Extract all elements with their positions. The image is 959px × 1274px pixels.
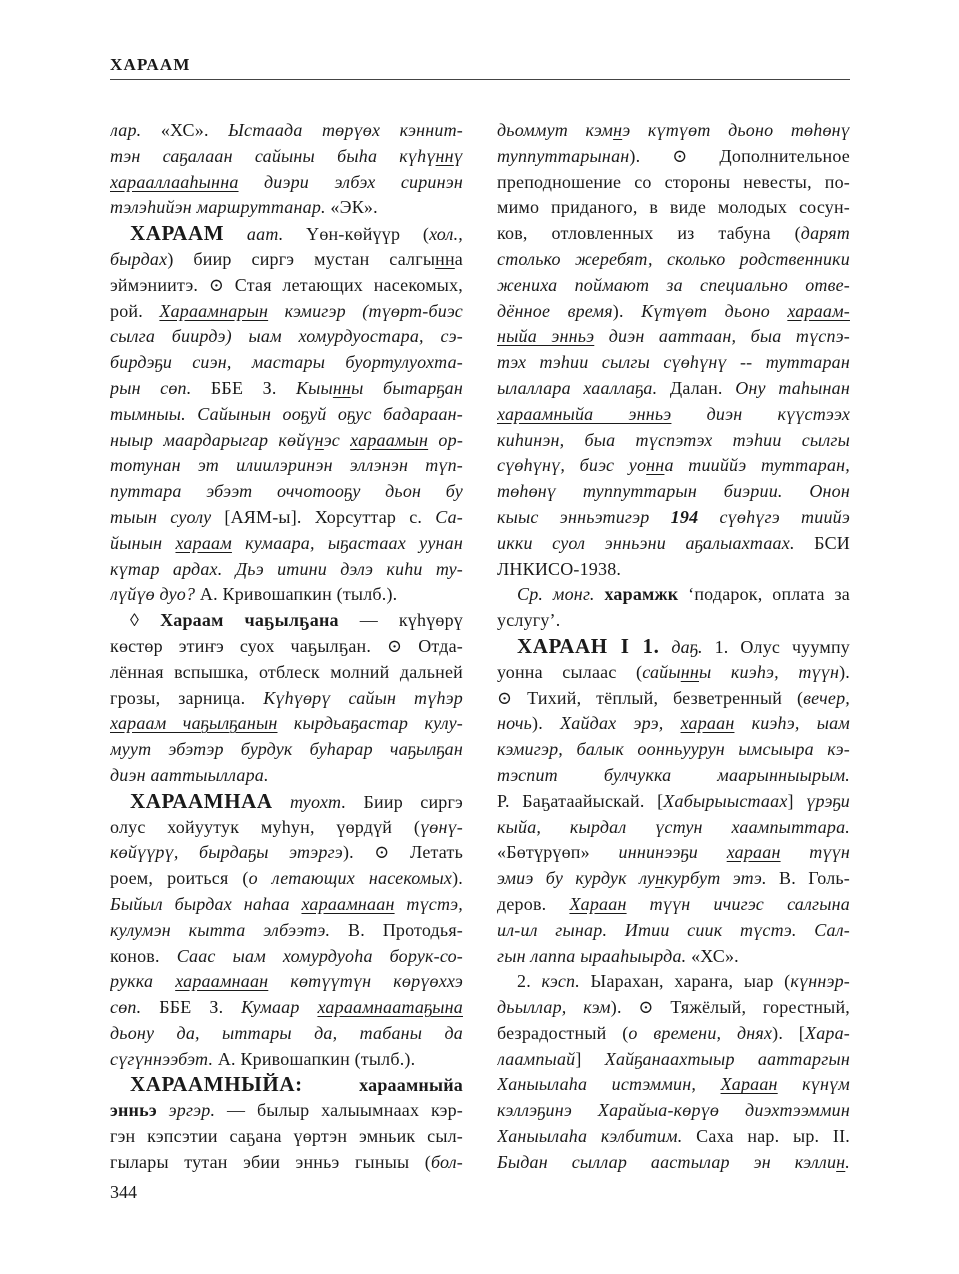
text-run: путтара эбээт оччотооҕу дьон бу <box>110 481 463 502</box>
text-run: харамжк <box>604 584 679 605</box>
text-run: Саас ыам хомурдуоһа борук-со- <box>176 945 463 966</box>
text-line <box>497 866 850 892</box>
text-run: хараам- <box>787 300 850 321</box>
text-run: дьоммут кэм <box>497 120 614 140</box>
text-run: деров. <box>497 893 570 914</box>
text-run: дьыллар, кэм <box>497 997 611 1018</box>
text-line <box>110 660 463 686</box>
text-run: түүн <box>780 842 850 863</box>
text-line <box>497 918 850 944</box>
text-run: [АЯМ-ы]. Хорсуттар с. <box>224 506 436 527</box>
text-line <box>110 1150 463 1176</box>
text-run: роем, роиться ( <box>110 868 249 889</box>
text-run: кэллэҕинэ Харайыа-көрүө диэхтээммин <box>497 1100 850 1121</box>
text-run: о времени, днях <box>628 1022 773 1043</box>
text-run: Р. Баҕатаайыскай. [ <box>497 790 664 811</box>
text-line <box>110 376 463 402</box>
text-line <box>497 350 850 376</box>
text-line <box>497 763 850 789</box>
headword: ХАРААМНАА <box>130 788 273 813</box>
text-run: тотунан эт илиилэринэн эллэнэн түп- <box>110 455 463 476</box>
text-run: н <box>836 1151 846 1172</box>
right-column <box>497 118 850 1176</box>
text-run: Хабырыыстаах <box>663 790 788 811</box>
text-line <box>497 686 850 712</box>
text-line <box>110 918 463 944</box>
text-line <box>497 1124 850 1150</box>
text-line <box>110 582 463 608</box>
text-line <box>110 557 463 583</box>
text-run: даҕ. <box>659 636 703 657</box>
text-run: вечер, <box>803 687 850 708</box>
text-line <box>497 660 850 686</box>
text-run: Ханыылаһа истэммин, <box>497 1074 721 1095</box>
text-line <box>497 195 850 221</box>
text-line <box>110 711 463 737</box>
text-run: «ХС». <box>160 120 229 140</box>
text-run: Хара- <box>805 1022 850 1043</box>
text-run: сүөһүнү, биэс уо <box>497 455 647 476</box>
text-run: кэмигэр (түөрт-биэс <box>268 300 463 321</box>
text-run: эс <box>323 429 351 450</box>
text-run: кыыс энньэтигэр <box>497 506 671 527</box>
text-run: бол- <box>430 1151 463 1172</box>
text-run: үрэҕи <box>806 790 850 811</box>
text-line <box>110 737 463 763</box>
left-column <box>110 118 463 1176</box>
text-line <box>110 608 463 634</box>
text-line <box>497 273 850 299</box>
text-line <box>110 840 463 866</box>
text-line <box>110 453 463 479</box>
text-run: түстэ, <box>394 893 463 914</box>
text-line <box>497 815 850 841</box>
text-run: рын сөп. <box>110 377 211 398</box>
text-run: мимо приданого, в виде молодых сосун- <box>497 197 850 218</box>
text-line <box>497 892 850 918</box>
text-run: ). ⊙ Дополнительное <box>629 145 850 166</box>
text-line <box>497 324 850 350</box>
text-line <box>497 402 850 428</box>
text-run: 194 <box>670 506 699 527</box>
text-line <box>110 402 463 428</box>
text-run: төһөнү туппуттарын биэрии. Онон <box>497 481 850 502</box>
text-run: Ону таһынан <box>735 377 850 398</box>
text-run: көйүүрү, бырдаҕы этэргэ <box>110 842 343 863</box>
text-line <box>497 144 850 170</box>
text-run: хол., <box>429 224 463 245</box>
text-run: кулумэн кытта элбээтэ. <box>110 919 349 940</box>
text-run: жениха поймают за специально отве- <box>497 274 850 295</box>
running-head: ХАРААМ <box>110 55 191 74</box>
text-run: Ханыылаһа кэлбитим. <box>497 1126 697 1147</box>
text-run: нн <box>435 248 455 269</box>
text-run: ). [ <box>772 1022 805 1043</box>
text-line <box>497 247 850 273</box>
headword: ХАРААМ <box>130 221 225 246</box>
text-line <box>110 144 463 170</box>
text-line <box>110 273 463 299</box>
text-run: н <box>314 429 324 450</box>
text-line <box>110 350 463 376</box>
text-run: ББЕ З. <box>159 997 242 1018</box>
text-run: Хайҕанаахтыыр ааттаргын <box>604 1048 850 1069</box>
text-run: Быдан сыллар аастылар эн кэлли <box>497 1151 837 1172</box>
text-run: йынын <box>110 532 176 553</box>
text-run: хараамнаан <box>175 971 269 992</box>
text-line <box>110 221 463 247</box>
text-run: а <box>454 248 463 269</box>
text-run: хараам чаҕылҕанын <box>110 713 278 734</box>
headword: ХАРААМНЫЙА: <box>130 1072 303 1097</box>
text-run: Ср. монг. <box>517 584 605 605</box>
text-run: кыйа, кырдал үстун хаампыттара. <box>497 816 850 837</box>
text-line <box>110 866 463 892</box>
text-run: ). ⊙ Тяжёлый, горестный, <box>610 997 850 1018</box>
text-run: услугу’. <box>497 610 561 631</box>
text-run: ы киэһэ, түүн <box>699 661 840 682</box>
text-run: тэх тэһии сылгы сүөһүнү -- туттаран <box>497 352 850 373</box>
text-run: э күтүөт дьоно төһөнү <box>622 120 850 140</box>
text-line <box>110 815 463 841</box>
text-run: ылаллара хааллаҕа. <box>497 377 670 398</box>
text-run: н <box>655 868 665 889</box>
text-run: ) биир сиргэ мустан салгы <box>167 248 436 269</box>
text-run: ЛНКИСО-1938. <box>497 558 622 579</box>
text-run: — күһүөрү <box>338 610 463 631</box>
text-run: олус хойуутук муһун, үөрдүй ( <box>110 816 421 837</box>
text-run: ночь <box>497 713 533 734</box>
text-run: түүн ичигэс салгына <box>626 893 850 914</box>
text-run: кэсп. <box>541 971 580 992</box>
text-run: о летающих насекомых <box>248 868 453 889</box>
text-line <box>497 840 850 866</box>
text-run: ] <box>575 1048 605 1069</box>
text-line <box>110 763 463 789</box>
text-run: тымныы. Сайынын ооҕуй оҕус бадараан- <box>110 403 463 424</box>
text-run: рукка <box>110 971 176 992</box>
text-run: хараамныйа <box>302 1075 463 1096</box>
text-run: В. Голь- <box>778 868 850 889</box>
text-run: нн <box>435 145 454 166</box>
text-line <box>110 299 463 325</box>
text-line <box>497 557 850 583</box>
text-run: Ыарахан, хараҥа, ыар ( <box>579 971 791 992</box>
text-run: нн <box>646 455 665 476</box>
text-run: сөп. <box>110 997 160 1018</box>
text-line <box>110 686 463 712</box>
text-run: киһинэн, быа түспэтэх тэһии сылгы <box>497 429 850 450</box>
text-run: хараамын <box>350 429 429 450</box>
text-run: хараам <box>175 532 232 553</box>
text-run: сүөһүгэ тиийэ <box>698 506 850 527</box>
text-run: ил-ил гынар. Итии сиик түстэ. Сал- <box>497 919 850 940</box>
text-line <box>497 118 850 144</box>
text-run: Хараам чаҕылҕана <box>160 610 339 631</box>
text-line <box>110 118 463 144</box>
text-line <box>497 505 850 531</box>
text-run: дённое время <box>497 300 613 321</box>
text-run: лённая вспышка, отблеск молний дальней <box>110 661 463 682</box>
text-line <box>497 1072 850 1098</box>
text-run: иннинээҕи <box>589 842 727 863</box>
text-run: бырдах <box>110 248 168 269</box>
text-line <box>110 428 463 454</box>
text-run: диэн күүстээх <box>671 403 850 424</box>
text-line <box>110 969 463 995</box>
text-run: 1. Олус чуумпу <box>702 636 850 657</box>
text-run: дарят <box>800 223 850 244</box>
text-run: туохт. <box>272 791 364 812</box>
text-run: тэспит булчукка маарынныырым. <box>497 764 850 785</box>
text-line <box>110 324 463 350</box>
text-line <box>497 170 850 196</box>
text-run: көстөр этиҥэ суох чаҕылҕан. ⊙ Отда- <box>110 635 463 656</box>
text-run: н <box>613 120 623 140</box>
text-run: муут эбэтэр бурдук буһарар чаҕылҕан <box>110 739 463 760</box>
text-line <box>110 995 463 1021</box>
text-run: Үөн-көйүүр ( <box>306 224 430 245</box>
text-run: күннэр- <box>790 971 850 992</box>
text-line <box>497 944 850 970</box>
text-line <box>110 195 463 221</box>
headword: ХАРААН I 1. <box>517 633 660 658</box>
text-run: «ЭК». <box>330 197 378 218</box>
text-run: ◊ <box>130 610 161 631</box>
text-run: нн <box>332 377 352 398</box>
text-run: икки суол энньэни аҕалыахтаах. <box>497 532 815 553</box>
text-line <box>110 1021 463 1047</box>
text-line <box>497 479 850 505</box>
text-run: туппуттарынан <box>497 145 630 166</box>
text-run: гылары тутан эбии энньэ гыныы ( <box>110 1151 431 1172</box>
text-run: ). <box>839 661 850 682</box>
text-run: күтар ардах. Дьэ итини дэлэ киһи ту- <box>110 558 463 579</box>
text-run: 2. <box>517 971 542 992</box>
text-run: лар. <box>110 120 161 140</box>
text-run: аат. <box>224 224 307 245</box>
text-run: кумаара, ыҕастаах уунан <box>231 532 463 553</box>
text-run: хараан <box>726 842 781 863</box>
text-run: тыын суолу <box>110 506 225 527</box>
text-run: Саха нар. ыр. II. <box>696 1126 850 1147</box>
text-run: рой. <box>110 300 160 321</box>
text-line <box>110 789 463 815</box>
text-run: В. Протодья- <box>348 919 463 940</box>
text-run: ныыр маардарыгар көйү <box>110 429 315 450</box>
text-line <box>110 1098 463 1124</box>
text-line <box>110 944 463 970</box>
text-run: конов. <box>110 945 177 966</box>
text-run: А. Кривошапкин (тылб.). <box>217 1048 416 1069</box>
text-run: гын лаппа ырааһыырда. <box>497 945 692 966</box>
page-number: 344 <box>110 1182 137 1202</box>
text-run: хараамнаатаҕына <box>317 997 463 1018</box>
text-run: харааллааһынна <box>110 171 239 192</box>
text-run: энньэ <box>110 1100 157 1121</box>
text-run: ⊙ Тихий, тёплый, безветренный ( <box>497 687 804 708</box>
text-run: курбут этэ. <box>664 868 779 889</box>
text-run: тэн саҕалаан сайыны быһа күһү <box>110 145 436 166</box>
text-run: диэри элбэх сиринэн <box>238 171 463 192</box>
text-run: хараамнаан <box>301 893 395 914</box>
text-run: диэн ааттаан, быа түспэ- <box>594 326 850 347</box>
text-line <box>497 608 850 634</box>
text-line <box>110 634 463 660</box>
text-run: ). <box>612 300 642 321</box>
text-run: лаампыай <box>497 1048 576 1069</box>
text-run: эмиэ бу курдук лу <box>497 868 656 889</box>
text-run: ББЕ З. <box>210 377 296 398</box>
text-run: Са- <box>435 506 463 527</box>
text-run: столько жеребят, сколько родственники <box>497 248 850 269</box>
text-run: ). <box>452 868 463 889</box>
text-line <box>497 711 850 737</box>
text-line <box>497 634 850 660</box>
text-line <box>497 428 850 454</box>
text-line <box>110 1072 463 1098</box>
text-run: — былыр халыымнаах кэр- <box>215 1100 463 1121</box>
text-line <box>110 247 463 273</box>
text-run: уонна сылаас ( <box>497 661 643 682</box>
text-run: сылга биирдэ) ыам хомурдуостара, сэ- <box>110 326 463 347</box>
text-run: диэн ааттыыллара. <box>110 764 269 785</box>
text-run: Биир сиргэ <box>363 791 463 812</box>
text-run: Ыстаада төрүөх кэннит- <box>228 120 463 140</box>
text-run: Хараамнарын <box>159 300 269 321</box>
text-run: БСИ <box>814 532 850 553</box>
text-run: хараан <box>680 713 735 734</box>
text-run: ныйа энньэ <box>497 326 595 347</box>
text-line <box>497 453 850 479</box>
text-line <box>497 376 850 402</box>
text-run: күнүм <box>777 1074 850 1095</box>
text-run: хараамныйа энньэ <box>497 403 672 424</box>
text-run: кырдьаҕастар кулу- <box>277 713 463 734</box>
text-run: ‘подарок, оплата за <box>678 584 850 605</box>
text-line <box>497 969 850 995</box>
text-line <box>497 221 850 247</box>
text-run: Хараан <box>720 1074 778 1095</box>
text-run: ков, отловленных из табуна ( <box>497 223 801 244</box>
header-rule <box>110 79 850 80</box>
text-run: ү <box>453 145 463 166</box>
text-line <box>110 531 463 557</box>
text-line <box>110 170 463 196</box>
text-run: киэһэ, ыам <box>734 713 850 734</box>
text-run: а тииййэ туттаран, <box>664 455 850 476</box>
text-line <box>497 531 850 557</box>
text-run: ). <box>532 713 561 734</box>
text-line <box>497 995 850 1021</box>
text-run: эргэр. <box>156 1100 216 1121</box>
text-run: А. Кривошапкин (тылб.). <box>199 584 398 605</box>
text-run: ] <box>787 790 807 811</box>
text-run: безрадостный ( <box>497 1022 629 1043</box>
text-run: сүгүннээбэт. <box>110 1048 218 1069</box>
text-run: «ХС». <box>691 945 739 966</box>
text-run: грозы, зарница. <box>110 687 264 708</box>
text-run: эймэниитэ. ⊙ Стая летающих насекомых, <box>110 274 463 295</box>
text-run: сайы <box>642 661 681 682</box>
text-line <box>497 789 850 815</box>
text-run: . <box>845 1151 850 1172</box>
text-run: Хайдах эрэ, <box>560 713 681 734</box>
text-line <box>110 1124 463 1150</box>
text-line <box>497 299 850 325</box>
text-run: Күһүөрү сайын түһэр <box>263 687 463 708</box>
text-run: ). ⊙ Летать <box>342 842 463 863</box>
text-line <box>497 1150 850 1176</box>
text-run: тэлэһийэн маршруттанар. <box>110 197 331 218</box>
text-run: кэмигэр, балык оонньуурун ымсыыра кэ- <box>497 739 850 760</box>
text-line <box>497 582 850 608</box>
text-line <box>110 892 463 918</box>
text-line <box>497 1098 850 1124</box>
text-run: гэн кэпсэтии саҕана үөртэн эмньик сыл- <box>110 1126 463 1147</box>
text-run: дьону да, ыттары да, табаны да <box>110 1022 463 1043</box>
text-run: Кумаар <box>241 997 318 1018</box>
text-run: көтүүтүн көрүөххэ <box>268 971 463 992</box>
text-run: ы бытарҕан <box>351 377 463 398</box>
text-run: Хараан <box>569 893 627 914</box>
text-line <box>110 479 463 505</box>
text-run: үөнү- <box>420 816 463 837</box>
text-line <box>110 1047 463 1073</box>
text-line <box>497 1021 850 1047</box>
text-run: нн <box>680 661 699 682</box>
text-run: Далан. <box>669 377 736 398</box>
text-line <box>110 505 463 531</box>
text-run: «Бөтүрүөп» <box>497 842 590 863</box>
text-run: Быйыл бырдах наһаа <box>110 893 302 914</box>
text-run: бирдэҕи сиэн, мастары буортулуохта- <box>110 352 463 373</box>
text-run: Күтүөт дьоно <box>641 300 788 321</box>
text-line <box>497 1047 850 1073</box>
text-run: ор- <box>428 429 463 450</box>
text-run: преподношение со стороны невесты, по- <box>497 171 850 192</box>
text-line <box>497 737 850 763</box>
text-run: Кыы <box>295 377 333 398</box>
text-run: лүйүө дуо? <box>110 584 200 605</box>
